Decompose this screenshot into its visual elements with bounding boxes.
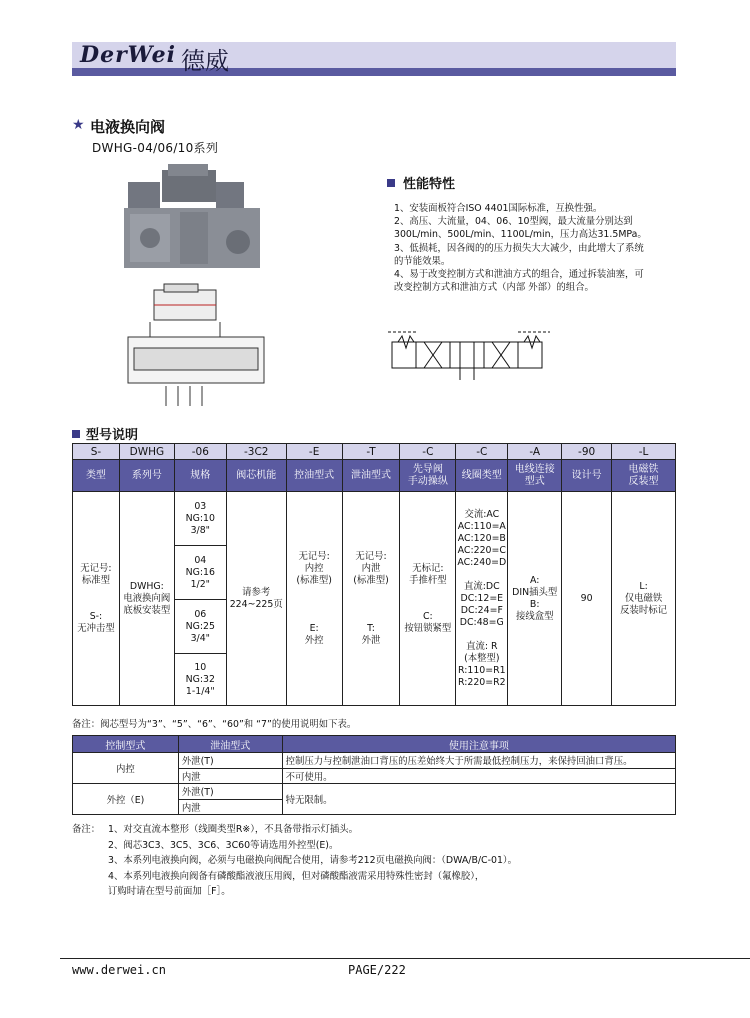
note-line: 3、本系列电液换向阀，必须与电磁换向阀配合使用，请参考212页电磁换向阀：（DWA/B/C-01）。: [108, 855, 517, 866]
code-cell: -06: [174, 444, 226, 460]
feature-line: 3、低损耗，因各阀的的压力损失大大减少，由此增大了系统: [394, 242, 644, 254]
code-cell: -E: [286, 444, 342, 460]
control-header-row: [73, 736, 676, 753]
reverse-cell: L: 仅电磁铁 反装时标记: [612, 492, 676, 706]
drain-ext-cell: 外泄(T): [178, 753, 282, 769]
control-header-cell: 泄油型式: [178, 736, 282, 753]
label-cell: 线圈类型: [456, 460, 508, 492]
note-cell: 不可使用。: [282, 768, 675, 784]
size-cell: 04 NG:16 1/2": [174, 546, 226, 600]
note-cell: 特无限制。: [282, 784, 675, 815]
section-square-icon: [387, 179, 395, 187]
pilot-cell: 无记号: 内控 (标准型) E: 外控: [286, 492, 342, 706]
features-heading-text: 性能特性: [403, 177, 456, 192]
control-external-cell: 外控（E): [73, 784, 179, 815]
control-header-cell: 使用注意事项: [282, 736, 675, 753]
logo-text-cn: 德威: [181, 47, 229, 75]
coil-cell: 交流:AC AC:110=A AC:120=B AC:220=C AC:240=D 直流:DC DC:12=E DC:24=F DC:48=G 直流: R (本整型) R:110=R1 R:220=R2: [456, 492, 508, 706]
valve-illustration: [120, 162, 268, 412]
note-line: 订购时请在型号前面加［F］。: [108, 886, 231, 897]
notes-label: 备注：: [72, 824, 101, 835]
feature-line: 4、易于改变控制方式和泄油方式的组合，通过拆装油塞，可: [394, 269, 644, 281]
label-cell: 先导阀 手动操纵: [400, 460, 456, 492]
code-cell: -3C2: [226, 444, 286, 460]
drain-cell: 无记号: 内泄 (标准型) T: 外泄: [342, 492, 400, 706]
label-cell: 电线连接 型式: [508, 460, 562, 492]
feature-line: 300L/min、500L/min、1100L/min，压力高达31.5MPa。: [394, 229, 647, 241]
logo-text-en: DerWei: [80, 42, 176, 68]
product-title: 电液换向阀: [90, 118, 166, 136]
control-table: [72, 735, 676, 815]
type-cell: 无记号: 标准型 S-: 无冲击型: [73, 492, 120, 706]
label-cell: 规格: [174, 460, 226, 492]
size-cell: 06 NG:25 3/4": [174, 600, 226, 654]
control-header-cell: 控制型式: [73, 736, 179, 753]
features-list: [394, 202, 694, 294]
series-cell: DWHG: 电液换向阀 底板安装型: [119, 492, 174, 706]
label-cell: 设计号: [562, 460, 612, 492]
header-strip: [72, 68, 676, 76]
manual-cell: 无标记: 手推杆型 C: 按钮锁紧型: [400, 492, 456, 706]
features-heading: [387, 173, 455, 192]
note-line: 1、对交直流本整形（线圈类型R※），不具备带指示灯插头。: [108, 824, 359, 835]
control-internal-cell: 内控: [73, 753, 179, 784]
model-body-row: [73, 492, 676, 546]
code-cell: -L: [612, 444, 676, 460]
label-cell: 泄油型式: [342, 460, 400, 492]
hydraulic-symbol: [388, 328, 550, 382]
spool-cell: 请参考 224~225页: [226, 492, 286, 706]
notes-block: [72, 822, 517, 900]
model-code-row: [73, 444, 676, 460]
footer-page-number: PAGE/222: [348, 963, 406, 977]
label-cell: 系列号: [119, 460, 174, 492]
size-cell: 03 NG:10 3/8": [174, 492, 226, 546]
footer-website-link[interactable]: www.derwei.cn: [72, 963, 166, 977]
model-heading: [72, 424, 138, 443]
note-cell: 控制压力与控制泄油口背压的压差始终大于所需最低控制压力，来保持回油口背压。: [282, 753, 675, 769]
code-cell: -A: [508, 444, 562, 460]
design-cell: 90: [562, 492, 612, 706]
product-series: DWHG-04/06/10系列: [92, 141, 219, 155]
feature-line: 的节能效果。: [394, 255, 451, 267]
valve-photo: [124, 164, 260, 268]
model-heading-text: 型号说明: [86, 428, 139, 443]
drain-ext-cell: 外泄(T): [178, 784, 282, 800]
code-cell: -C: [400, 444, 456, 460]
footer-divider: [60, 958, 750, 959]
note-line: 4、本系列电液换向阀备有磷酸酯液液压用阀，但对磷酸酯液需采用特殊性密封（氟橡胶），: [108, 870, 485, 882]
control-row: [73, 753, 676, 769]
model-code-table: [72, 443, 676, 706]
label-cell: 类型: [73, 460, 120, 492]
model-label-row: [73, 460, 676, 492]
feature-line: 改变控制方式和泄油方式（内部 外部）的组合。: [394, 282, 594, 294]
spool-note: 备注：阀芯型号为“3”、“5”、“6”、“60”和 “7”的使用说明如下表。: [72, 719, 357, 730]
code-cell: -T: [342, 444, 400, 460]
star-icon: ★: [72, 117, 85, 133]
wire-cell: A: DIN插头型 B: 接线盒型: [508, 492, 562, 706]
label-cell: 控油型式: [286, 460, 342, 492]
code-cell: -C: [456, 444, 508, 460]
code-cell: -90: [562, 444, 612, 460]
feature-line: 2、高压、大流量，04、06、10型阀，最大流量分别达到: [394, 216, 633, 228]
valve-section: [128, 284, 264, 406]
code-cell: DWHG: [119, 444, 174, 460]
code-cell: S-: [73, 444, 120, 460]
control-row: [73, 784, 676, 800]
drain-int-cell: 内泄: [178, 799, 282, 815]
size-cell: 10 NG:32 1-1/4": [174, 654, 226, 706]
label-cell: 电磁铁 反装型: [612, 460, 676, 492]
note-line: 2、阀芯3C3、3C5、3C6、3C60等请选用外控型(E)。: [108, 839, 339, 851]
label-cell: 阀芯机能: [226, 460, 286, 492]
section-square-icon: [72, 430, 80, 438]
feature-line: 1、安装面板符合ISO 4401国际标准，互换性强。: [394, 203, 603, 214]
drain-int-cell: 内泄: [178, 768, 282, 784]
